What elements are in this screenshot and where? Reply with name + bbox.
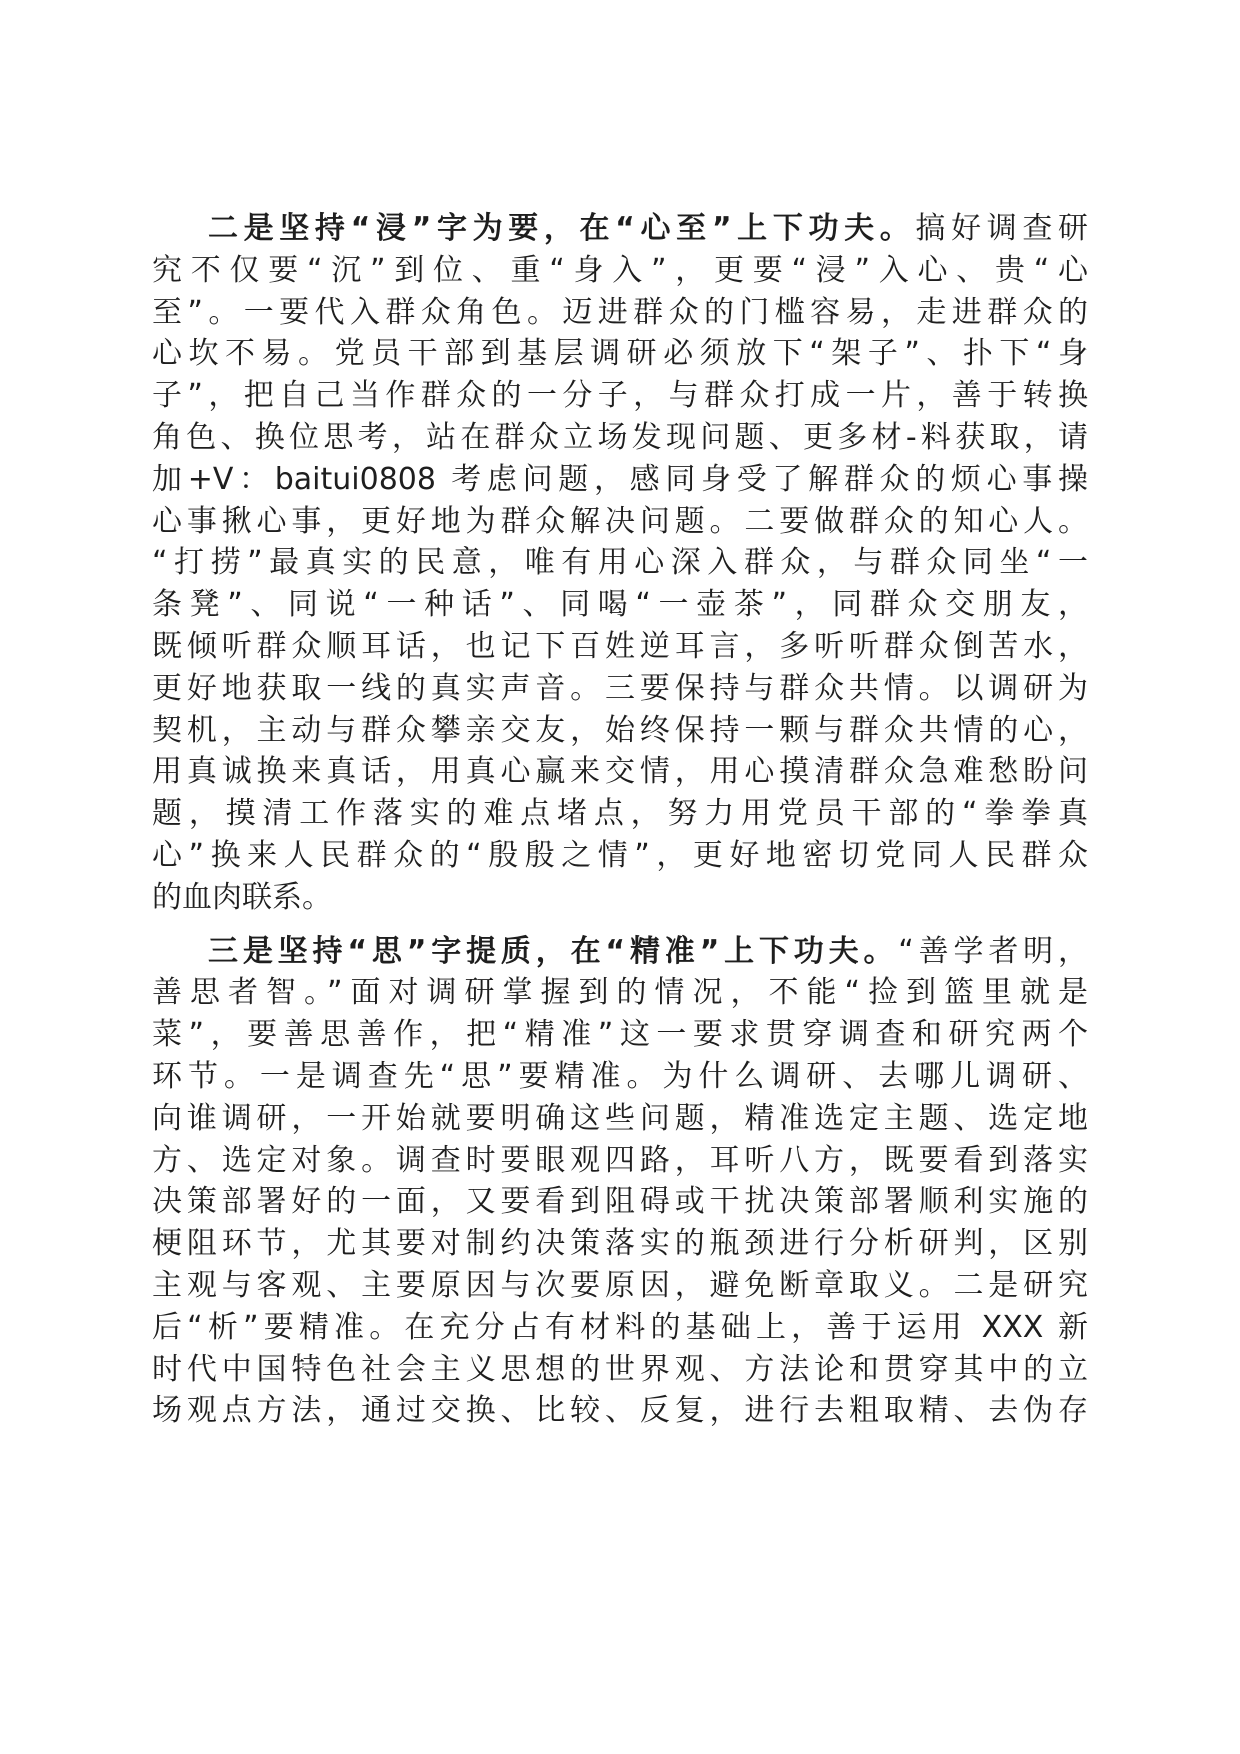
paragraph-line: 向谁调研，一开始就要明确这些问题，精准选定主题、选定地 — [152, 1100, 1088, 1136]
paragraph-line: 加+V：baitui0808 考虑问题，感同身受了解群众的烦心事操 — [152, 461, 1088, 497]
paragraph-line: 更好地获取一线的真实声音。三要保持与群众共情。以调研为 — [152, 670, 1088, 706]
paragraph-line: 子”，把自己当作群众的一分子，与群众打成一片，善于转换 — [152, 378, 1088, 414]
paragraph-line: 后“析”要精准。在充分占有材料的基础上，善于运用 XXX 新 — [152, 1309, 1088, 1345]
paragraph-line: 用真诚换来真话，用真心赢来交情，用心摸清群众急难愁盼问 — [152, 754, 1088, 790]
paragraph-line: 主观与客观、主要原因与次要原因，避免断章取义。二是研究 — [152, 1267, 1088, 1303]
paragraph-lead-heading: 三是坚持“思”字提质，在“精准”上下功夫。 — [208, 933, 899, 969]
paragraph-lead-heading: 二是坚持“浸”字为要，在“心至”上下功夫。 — [208, 211, 916, 246]
paragraph-line: 契机，主动与群众攀亲交友，始终保持一颗与群众共情的心， — [152, 712, 1088, 748]
paragraph-line: 场观点方法，通过交换、比较、反复，进行去粗取精、去伪存 — [152, 1393, 1088, 1429]
paragraph-first-line — [152, 931, 1088, 973]
paragraph-line: 时代中国特色社会主义思想的世界观、方法论和贯穿其中的立 — [152, 1351, 1088, 1387]
paragraph-line: 心”换来人民群众的“殷殷之情”，更好地密切党同人民群众 — [152, 837, 1088, 873]
paragraph-line: 梗阻环节，尤其要对制约决策落实的瓶颈进行分析研判，区别 — [152, 1226, 1088, 1262]
paragraph-line: 方、选定对象。调查时要眼观四路，耳听八方，既要看到落实 — [152, 1142, 1088, 1178]
paragraph-line: 的血肉联系。 — [152, 879, 332, 915]
paragraph-line: 至”。一要代入群众角色。迈进群众的门槛容易，走进群众的 — [152, 294, 1088, 330]
paragraph — [152, 208, 1088, 919]
paragraph-line: 善思者智。”面对调研掌握到的情况，不能“捡到篮里就是 — [152, 975, 1088, 1011]
paragraph-text: “善学者明， — [898, 933, 1088, 969]
paragraph-line: 题，摸清工作落实的难点堵点，努力用党员干部的“拳拳真 — [152, 796, 1088, 832]
paragraph-spacing — [152, 919, 1088, 931]
paragraph-text: 搞好调查研 — [915, 211, 1089, 246]
paragraph-line: 究不仅要“沉”到位、重“身入”，更要“浸”入心、贵“心 — [152, 252, 1088, 288]
paragraph-line: 菜”，要善思善作，把“精准”这一要求贯穿调查和研究两个 — [152, 1017, 1088, 1053]
paragraph-line: 环节。一是调查先“思”要精准。为什么调研、去哪儿调研、 — [152, 1058, 1088, 1094]
paragraph-line: “打捞”最真实的民意，唯有用心深入群众，与群众同坐“一 — [152, 545, 1088, 581]
paragraph-first-line — [152, 208, 1088, 250]
document-page — [152, 208, 1088, 1432]
paragraph-line: 角色、换位思考，站在群众立场发现问题、更多材-料获取，请 — [152, 419, 1088, 455]
paragraph-line: 决策部署好的一面，又要看到阻碍或干扰决策部署顺利实施的 — [152, 1184, 1088, 1220]
paragraph-line: 心坎不易。党员干部到基层调研必须放下“架子”、扑下“身 — [152, 336, 1088, 372]
paragraph-line: 既倾听群众顺耳话，也记下百姓逆耳言，多听听群众倒苦水， — [152, 628, 1088, 664]
paragraph — [152, 931, 1088, 1433]
paragraph-line: 心事揪心事，更好地为群众解决问题。二要做群众的知心人。 — [152, 503, 1088, 539]
paragraph-line: 条凳”、同说“一种话”、同喝“一壶茶”，同群众交朋友， — [152, 587, 1088, 623]
